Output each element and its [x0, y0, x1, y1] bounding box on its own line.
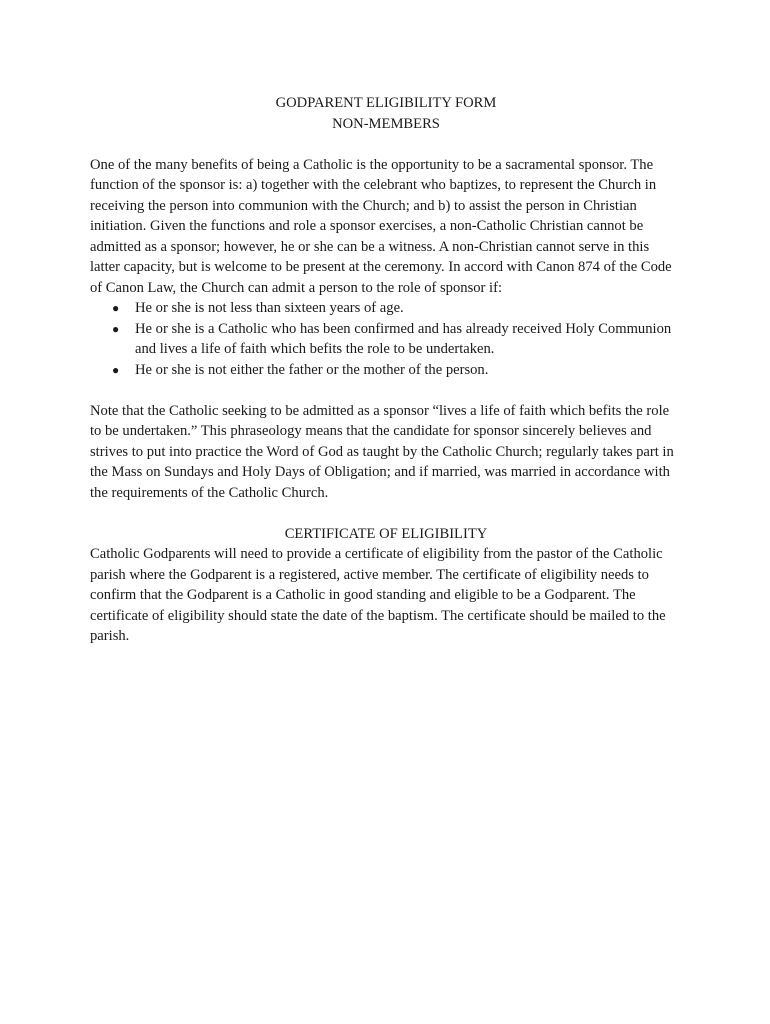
- certificate-heading: CERTIFICATE OF ELIGIBILITY: [284, 525, 488, 542]
- document-title: GODPARENT ELIGIBILITY FORM: [275, 95, 497, 111]
- certificate-paragraph: Catholic Godparents will need to provide a certificate of eligibility from the pastor of the Catholic parish where the Godparent is a registered, active member. The certificate of eligibility needs to confirm that the Godparent is a Catholic in good standing and eligible to be a Godparent. The certificate of eligibility should state the date of the baptism. The certificate should be mailed to the parish.: [90, 546, 666, 644]
- criteria-text: He or she is a Catholic who has been confirmed and has already received Holy Communion and lives a life of faith which befits the role to be undertaken.: [135, 320, 672, 357]
- criteria-list: [90, 298, 682, 380]
- document-page: [90, 93, 682, 647]
- note-paragraph: Note that the Catholic seeking to be admitted as a sponsor “lives a life of faith which befits the role to be undertaken.” This phraseology means that the candidate for sponsor sincerely believes and strives to put into practice the Word of God as taught by the Catholic Church; regularly takes part in the Mass on Sundays and Holy Days of Obligation; and if married, was married in accordance with the requirements of the Catholic Church.: [90, 402, 674, 501]
- list-item: [90, 319, 682, 360]
- bullet-icon: ●: [112, 362, 120, 377]
- spacer: [90, 134, 682, 155]
- spacer: [90, 503, 682, 524]
- intro-paragraph: One of the many benefits of being a Catholic is the opportunity to be a sacramental sponsor. The function of the sponsor is: a) together with the celebrant who baptizes, to represent the Church in receiving the person into communion with the Church; and b) to assist the person in Christian initiation. Given the functions and role a sponsor exercises, a non-Catholic Christian cannot be admitted as a sponsor; however, he or she can be a witness. A non-Christian cannot serve in this latter capacity, but is welcome to be present at the ceremony. In accord with Canon 874 of the Code of Canon Law, the Church can admit a person to the role of sponsor if:: [90, 156, 672, 296]
- document-subtitle: NON-MEMBERS: [332, 115, 440, 132]
- bullet-icon: ●: [112, 301, 120, 315]
- list-item: [90, 298, 682, 319]
- spacer: [90, 380, 682, 401]
- criteria-text: He or she is not less than sixteen years of age.: [135, 300, 404, 316]
- criteria-text: He or she is not either the father or the mother of the person.: [135, 361, 489, 378]
- bullet-icon: ●: [112, 321, 120, 336]
- list-item: [90, 360, 682, 381]
